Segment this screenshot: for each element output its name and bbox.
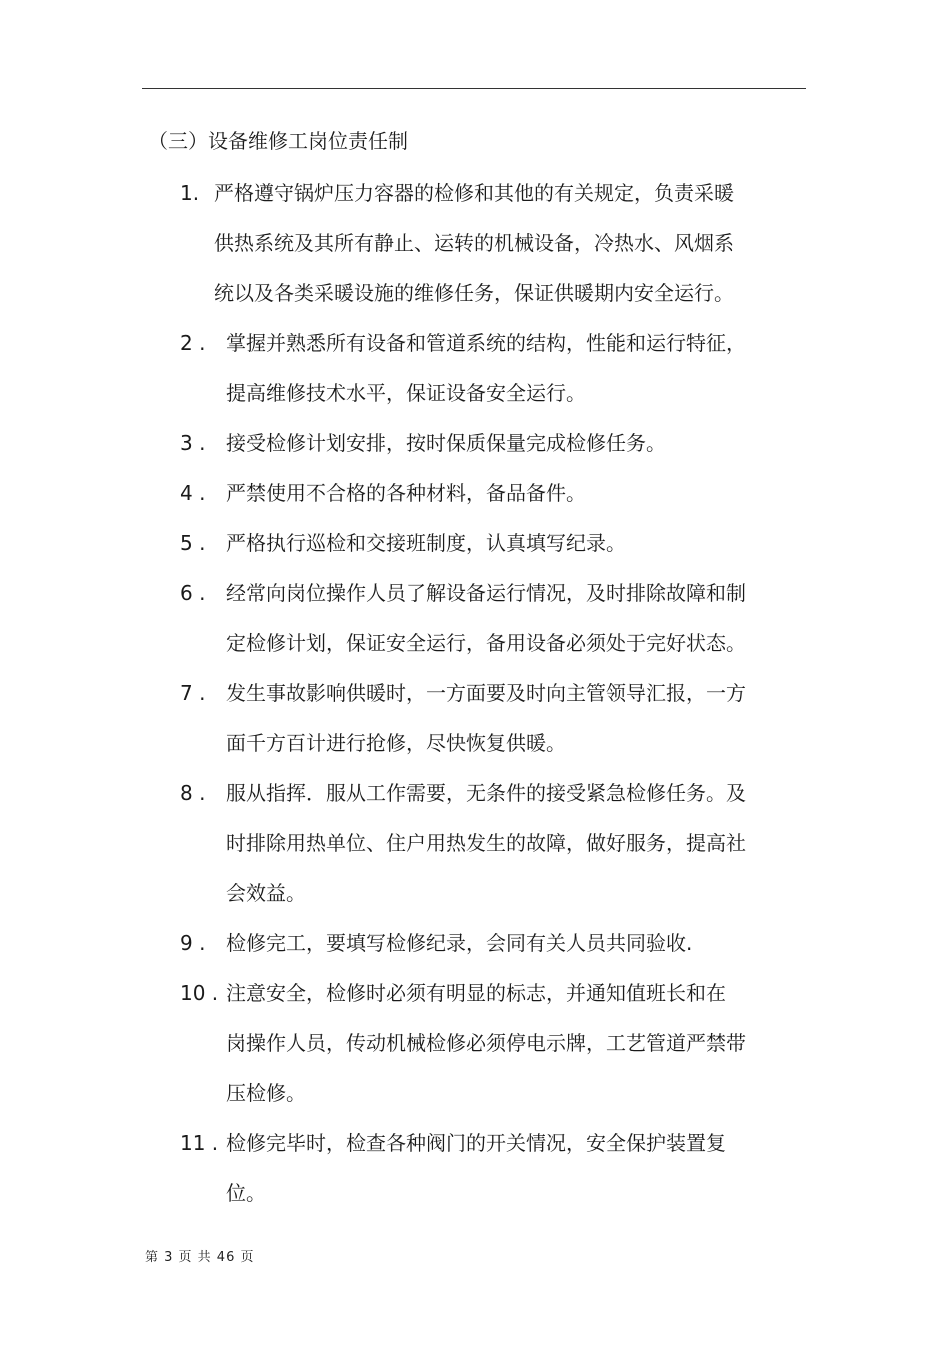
item-number: 2 . (180, 331, 206, 355)
item-text: 掌握并熟悉所有设备和管道系统的结构，性能和运行特征， 提高维修技术水平，保证设备安全运行。 (226, 331, 746, 405)
item-number: 1. (180, 181, 200, 205)
item-number: 4 . (180, 481, 206, 505)
item-text: 严禁使用不合格的各种材料，备品备件。 (226, 481, 586, 505)
item-number: 11 . (180, 1131, 219, 1155)
item-text: 检修完毕时，检查各种阀门的开关情况，安全保护装置复 位。 (226, 1131, 726, 1205)
list-item (180, 968, 790, 1118)
item-text: 注意安全，检修时必须有明显的标志，并通知值班长和在 岗操作人员，传动机械检修必须停电示牌，工艺管道严禁带 压检修。 (226, 981, 746, 1105)
item-text: 服从指挥．服从工作需要，无条件的接受紧急检修任务。及 时排除用热单位、住户用热发生的故障，做好服务，提高社 会效益。 (226, 781, 746, 905)
list-item (180, 518, 790, 568)
item-number: 6 . (180, 581, 206, 605)
list-item (180, 468, 790, 518)
item-text: 严格执行巡检和交接班制度，认真填写纪录。 (226, 531, 626, 555)
page-footer: 第 3 页 共 46 页 (145, 1250, 255, 1265)
list-item (180, 1118, 790, 1218)
item-number: 10 . (180, 981, 219, 1005)
item-number: 5 . (180, 531, 206, 555)
list-item (180, 918, 790, 968)
item-text: 接受检修计划安排，按时保质保量完成检修任务。 (226, 431, 666, 455)
item-number: 3 . (180, 431, 206, 455)
list-item (180, 418, 790, 468)
item-number: 7 . (180, 681, 206, 705)
item-number: 8 . (180, 781, 206, 805)
list-item (180, 568, 790, 668)
list-item (180, 168, 790, 318)
item-text: 严格遵守锅炉压力容器的检修和其他的有关规定，负责采暖 供热系统及其所有静止、运转的机械设备，冷热水、风烟系 统以及各类采暖设施的维修任务，保证供暖期内安全运行。 (214, 181, 734, 305)
list-item (180, 768, 790, 918)
section-title: （三）设备维修工岗位责任制 (148, 129, 408, 153)
item-text: 经常向岗位操作人员了解设备运行情况，及时排除故障和制 定检修计划，保证安全运行，备用设备必须处于完好状态。 (226, 581, 746, 655)
item-text: 检修完工，要填写检修纪录，会同有关人员共同验收. (226, 931, 693, 955)
list-item (180, 668, 790, 768)
list-item (180, 318, 790, 418)
header-rule (142, 88, 806, 89)
item-text: 发生事故影响供暖时，一方面要及时向主管领导汇报，一方 面千方百计进行抢修，尽快恢复供暖。 (226, 681, 746, 755)
item-number: 9 . (180, 931, 206, 955)
